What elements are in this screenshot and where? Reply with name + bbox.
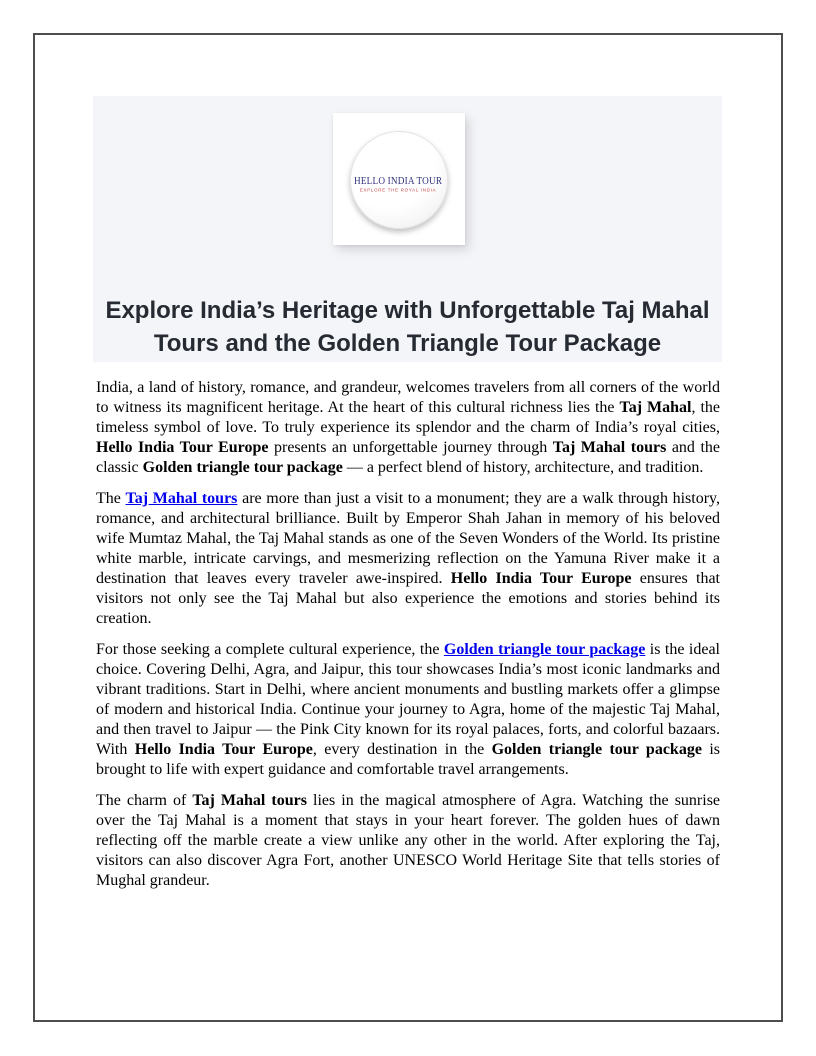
text-run: For those seeking a complete cultural experience, the: [96, 641, 444, 658]
bold-text-run: Taj Mahal: [619, 399, 692, 416]
bold-text-run: Hello India Tour Europe: [450, 570, 632, 587]
link-taj-mahal-tours[interactable]: Taj Mahal tours: [125, 490, 238, 507]
bold-text-run: Hello India Tour Europe: [96, 439, 269, 456]
text-run: , the timeless symbol of love. To truly experience its splendor and the charm of India’s royal cities,: [96, 399, 720, 436]
text-run: The charm of: [96, 792, 193, 809]
paragraph: [96, 640, 720, 780]
logo-card: [333, 113, 465, 245]
bold-text-run: Taj Mahal tours: [192, 792, 307, 809]
header-band: [93, 96, 722, 362]
text-run: is brought to life with expert guidance and comfortable travel arrangements.: [96, 741, 720, 778]
text-run: lies in the magical atmosphere of Agra. Watching the sunrise over the Taj Mahal is a moment that stays in your heart forever. The golden hues of dawn reflecting off the marble create a view unlike any other in the world. After exploring the Taj, visitors can also discover Agra Fort, another UNESCO World Heritage Site that tells stories of Mughal grandeur.: [96, 792, 721, 889]
page-title: [93, 294, 722, 360]
page-title-line-1: Explore India’s Heritage with Unforgettable Taj Mahal: [105, 297, 710, 324]
paragraph: [96, 489, 720, 629]
paragraph: [96, 378, 720, 478]
text-run: are more than just a visit to a monument; they are a walk through history, romance, and architectural brilliance. Built by Emperor Shah Jahan in memory of his beloved wife Mumtaz Mahal, the Taj Mahal stands as one of the Seven Wonders of the World. Its pristine white marble, intricate carvings, and mesmerizing reflection on the Yamuna River make it a destination that leaves every traveler awe-inspired.: [96, 490, 721, 587]
link-golden-triangle-tour-package[interactable]: Golden triangle tour package: [443, 641, 646, 658]
bold-text-run: Golden triangle tour package: [142, 459, 343, 476]
article-body: [96, 378, 720, 902]
text-run: and the classic: [96, 439, 720, 476]
bold-text-run: Taj Mahal tours: [552, 439, 667, 456]
text-run: is the ideal choice. Covering Delhi, Agra, and Jaipur, this tour showcases India’s most iconic landmarks and vibrant traditions. Start in Delhi, where ancient monuments and bustling markets offer a glimpse of modern and historical India. Continue your journey to Agra, home of the majestic Taj Mahal, and then travel to Jaipur — the Pink City known for its royal palaces, forts, and colorful bazaars. With: [96, 641, 721, 758]
hello-india-tour-logo: [350, 131, 448, 229]
paragraph: [96, 791, 720, 891]
text-run: presents an unforgettable journey through: [268, 439, 553, 456]
text-run: India, a land of history, romance, and grandeur, welcomes travelers from all corners of the world to witness its magnificent heritage. At the heart of this cultural richness lies the: [96, 379, 720, 416]
page-title-line-2: Tours and the Golden Triangle Tour Package: [153, 330, 662, 357]
text-run: , every destination in the: [312, 741, 492, 758]
bold-text-run: Golden triangle tour package: [491, 741, 702, 758]
text-run: The: [96, 490, 126, 507]
text-run: — a perfect blend of history, architecture, and tradition.: [342, 459, 704, 476]
text-run: ensures that visitors not only see the Taj Mahal but also experience the emotions and stories behind its creation.: [96, 570, 720, 627]
logo-subtitle: EXPLORE THE ROYAL INDIA: [360, 188, 437, 194]
bold-text-run: Hello India Tour Europe: [134, 741, 313, 758]
logo-title: HELLO INDIA TOUR: [354, 176, 443, 187]
